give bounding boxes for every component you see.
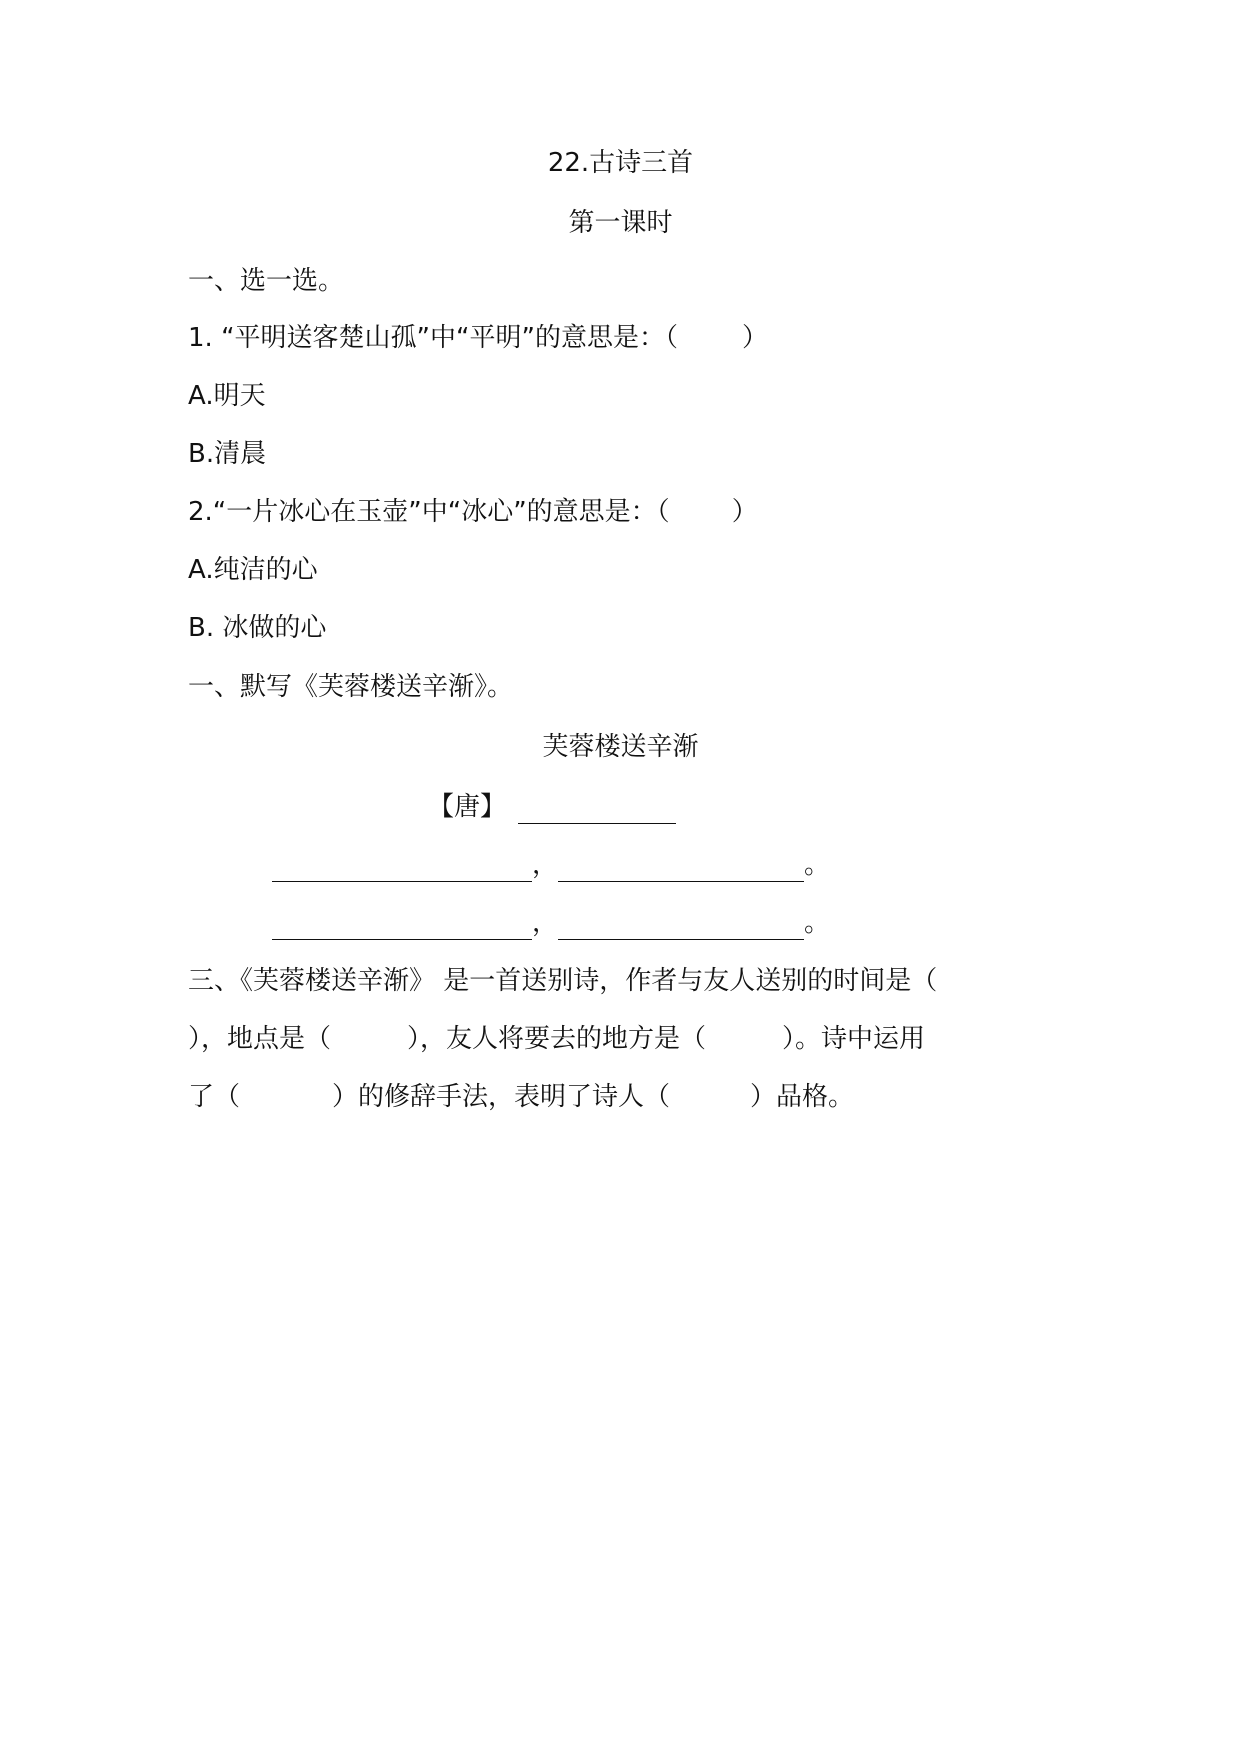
poem-line-2-blank-b[interactable]	[558, 909, 804, 940]
poem-title: 芙蓉楼送辛渐	[542, 732, 699, 762]
poem-line-1-blank-a[interactable]	[272, 851, 532, 882]
question-1-close: ）	[741, 323, 768, 353]
question-2-option-a: A.纯洁的心	[188, 555, 318, 585]
author-blank[interactable]	[518, 793, 676, 824]
poem-line-1-comma: ，	[532, 850, 559, 880]
section-1-heading: 一、选一选。	[188, 266, 345, 296]
poem-line-2	[272, 906, 830, 940]
question-1-option-a: A.明天	[188, 381, 266, 411]
poem-line-2-period: 。	[804, 908, 831, 938]
section-3-line-3-c: ）品格。	[750, 1082, 855, 1112]
question-2-option-b: B. 冰做的心	[188, 613, 327, 643]
section-3-line-3-b: ）的修辞手法，表明了诗人（	[332, 1082, 671, 1112]
page-subtitle: 第一课时	[568, 208, 673, 238]
question-2	[188, 495, 758, 529]
section-3-line-3	[188, 1080, 854, 1114]
section-3-line-2	[188, 1022, 925, 1056]
question-1-text: 1. “平明送客楚山孤”中“平明”的意思是：（	[188, 323, 678, 353]
poem-line-1	[272, 848, 830, 882]
section-3-line-1: 三、《芙蓉楼送辛渐》 是一首送别诗，作者与友人送别的时间是（	[188, 966, 938, 996]
section-2-heading: 一、默写《芙蓉楼送辛渐》。	[188, 672, 514, 702]
question-2-close: ）	[731, 497, 758, 527]
page-title: 22.古诗三首	[547, 148, 694, 178]
question-1	[188, 321, 768, 355]
poem-author-line	[428, 790, 676, 824]
question-1-option-b: B.清晨	[188, 439, 267, 469]
poem-line-1-period: 。	[804, 850, 831, 880]
question-2-text: 2.“一片冰心在玉壶”中“冰心”的意思是：（	[188, 497, 670, 527]
dynasty-label: 【唐】	[428, 792, 507, 822]
poem-line-2-blank-a[interactable]	[272, 909, 532, 940]
poem-line-2-comma: ，	[532, 908, 559, 938]
section-3-line-2-c: ）。诗中运用	[782, 1024, 926, 1054]
section-3-line-3-a: 了（	[188, 1082, 241, 1112]
section-3-line-2-b: ），友人将要去的地方是（	[407, 1024, 707, 1054]
section-3-line-2-a: ），地点是（	[188, 1024, 332, 1054]
poem-line-1-blank-b[interactable]	[558, 851, 804, 882]
